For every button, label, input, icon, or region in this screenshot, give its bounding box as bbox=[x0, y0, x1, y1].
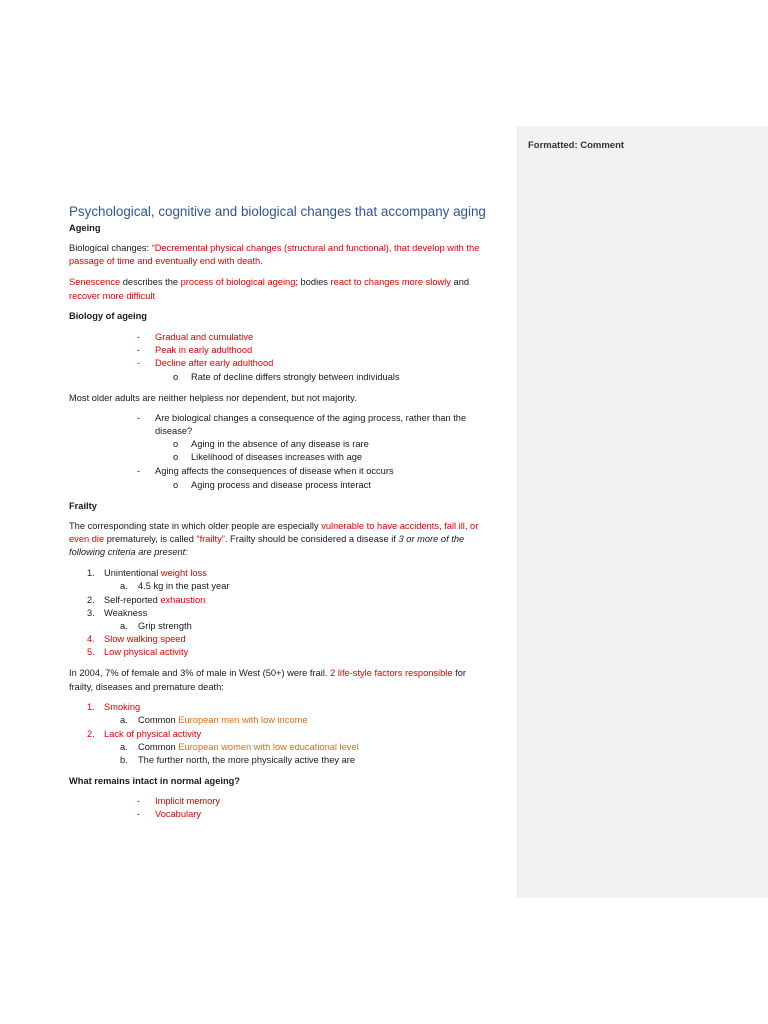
senescence-text: ; bodies bbox=[295, 277, 331, 287]
dash-bullet: - bbox=[137, 345, 141, 355]
stats-text: In 2004, 7% of female and 3% of male in West (50+) were frail. bbox=[69, 668, 331, 678]
criteria-subitem-text: 4.5 kg in the past year bbox=[138, 581, 230, 591]
bio-changes-label: Biological changes: bbox=[69, 243, 152, 253]
factor-subitem-text bbox=[138, 714, 308, 728]
senescence-line-1 bbox=[69, 276, 469, 290]
circle-bullet: o bbox=[173, 439, 179, 449]
stats-text: for bbox=[452, 668, 466, 678]
list-letter: a. bbox=[120, 742, 128, 752]
comment-pane-label: Formatted: Comment bbox=[528, 140, 625, 151]
circle-bullet: o bbox=[173, 372, 179, 382]
senescence-term: Senescence bbox=[69, 277, 121, 287]
criteria-text bbox=[104, 567, 207, 581]
factor-sub-highlight: European women with low educational level bbox=[178, 742, 359, 752]
question-subitem-text: Aging process and disease process interact bbox=[191, 480, 371, 490]
comment-pane bbox=[517, 126, 768, 898]
frailty-text: prematurely, is called bbox=[104, 534, 197, 544]
heading-frailty: Frailty bbox=[69, 501, 97, 511]
question-text: Aging affects the consequences of disease when it occurs bbox=[155, 466, 394, 476]
factor-sub-label: Common bbox=[138, 742, 179, 752]
intact-item-text: Implicit memory bbox=[155, 796, 221, 806]
criteria-label: Self-reported bbox=[104, 595, 161, 605]
list-number: 1. bbox=[87, 702, 95, 712]
stats-line-2: frailty, diseases and premature death: bbox=[69, 682, 224, 692]
bio-changes-line-2: passage of time and eventually end with death. bbox=[69, 256, 263, 266]
list-number: 1. bbox=[87, 568, 95, 578]
question-subitem-text: Aging in the absence of any disease is rare bbox=[191, 439, 369, 449]
bio-changes-line-1 bbox=[69, 242, 479, 256]
intact-item-text: Vocabulary bbox=[155, 809, 201, 819]
bio-changes-definition: “Decremental physical changes (structural and functional), that develop with the bbox=[151, 243, 480, 253]
frailty-line-3: following criteria are present: bbox=[69, 547, 188, 557]
factor-sub-label: Common bbox=[138, 715, 179, 725]
frailty-line-1 bbox=[69, 520, 478, 534]
frailty-text: The corresponding state in which older people are especially bbox=[69, 521, 322, 531]
criteria-subitem-text: Grip strength bbox=[138, 621, 192, 631]
list-number: 2. bbox=[87, 595, 95, 605]
factor-subitem-text bbox=[138, 741, 359, 755]
dash-bullet: - bbox=[137, 796, 141, 806]
list-number: 2. bbox=[87, 729, 95, 739]
dash-bullet: - bbox=[137, 466, 141, 476]
frailty-text: . Frailty should be considered a disease if bbox=[224, 534, 399, 544]
senescence-line-2: recover more difficult bbox=[69, 291, 156, 301]
heading-intact-ageing: What remains intact in normal ageing? bbox=[69, 776, 240, 786]
senescence-react: react to changes more slowly bbox=[330, 277, 451, 287]
frailty-term: “frailty” bbox=[196, 534, 225, 544]
dash-bullet: - bbox=[137, 358, 141, 368]
question-subitem-text: Likelihood of diseases increases with age bbox=[191, 452, 363, 462]
senescence-process: process of biological ageing bbox=[180, 277, 296, 287]
dash-bullet: - bbox=[137, 413, 141, 423]
factor-subitem-text: The further north, the more physically active they are bbox=[138, 755, 356, 765]
stats-line-1 bbox=[69, 667, 466, 681]
criteria-label: Unintentional bbox=[104, 568, 161, 578]
circle-bullet: o bbox=[173, 452, 179, 462]
list-letter: a. bbox=[120, 621, 128, 631]
senescence-text: describes the bbox=[120, 277, 181, 287]
list-letter: b. bbox=[120, 755, 128, 765]
dash-bullet: - bbox=[137, 809, 141, 819]
criteria-text bbox=[104, 594, 205, 608]
factor-label: Smoking bbox=[104, 702, 141, 712]
criteria-text: Weakness bbox=[104, 608, 148, 618]
criteria-text: Slow walking speed bbox=[104, 634, 186, 644]
heading-biology-of-ageing: Biology of ageing bbox=[69, 311, 147, 321]
list-letter: a. bbox=[120, 715, 128, 725]
list-number: 3. bbox=[87, 608, 95, 618]
frailty-vulnerable: vulnerable to have accidents, fall ill, or bbox=[321, 521, 479, 531]
biology-item-text: Peak in early adulthood bbox=[155, 345, 253, 355]
frailty-criteria-intro: 3 or more of the bbox=[398, 534, 465, 544]
criteria-highlight: weight loss bbox=[160, 568, 207, 578]
list-number: 5. bbox=[87, 647, 95, 657]
page-title: Psychological, cognitive and biological changes that accompany aging bbox=[69, 204, 486, 219]
older-adults-paragraph: Most older adults are neither helpless nor dependent, but not majority. bbox=[69, 393, 357, 403]
list-letter: a. bbox=[120, 581, 128, 591]
senescence-text: and bbox=[450, 277, 470, 287]
frailty-even-die: even die bbox=[69, 534, 105, 544]
factor-sub-highlight: European men with low income bbox=[178, 715, 308, 725]
biology-item-text: Decline after early adulthood bbox=[155, 358, 274, 368]
stats-highlight: 2 life-style factors responsible bbox=[330, 668, 453, 678]
heading-ageing: Ageing bbox=[69, 223, 101, 233]
dash-bullet: - bbox=[137, 332, 141, 342]
criteria-highlight: exhaustion bbox=[160, 595, 206, 605]
criteria-text: Low physical activity bbox=[104, 647, 189, 657]
frailty-line-2 bbox=[69, 533, 464, 547]
circle-bullet: o bbox=[173, 480, 179, 490]
factor-label: Lack of physical activity bbox=[104, 729, 202, 739]
question-text: Are biological changes a consequence of the aging process, rather than the bbox=[155, 413, 467, 423]
list-number: 4. bbox=[87, 634, 95, 644]
biology-subitem-text: Rate of decline differs strongly between individuals bbox=[191, 372, 400, 382]
question-text: disease? bbox=[155, 426, 193, 436]
biology-item-text: Gradual and cumulative bbox=[155, 332, 254, 342]
